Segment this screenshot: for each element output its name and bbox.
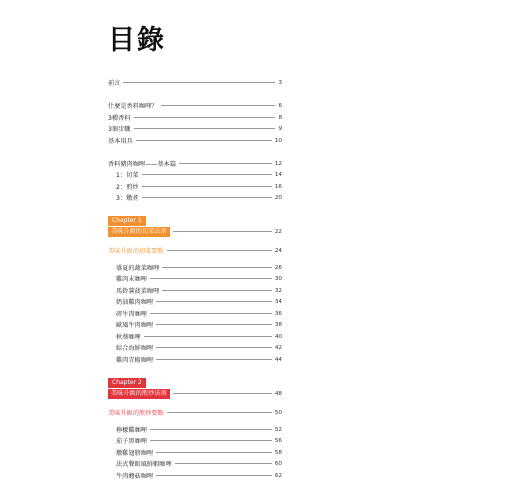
toc-entry-label: 歐風牛肉咖哩 [116,322,154,329]
toc-entry-page: 24 [274,247,282,254]
leader-line [123,82,275,83]
toc-entry-label: 2：煎炒 [116,184,139,191]
leader-line [150,278,272,279]
toc-entry[interactable] [116,459,282,468]
toc-entry-label: 1：切菜 [116,172,139,179]
leader-line [167,250,272,251]
toc-entry[interactable] [108,78,282,87]
toc-entry-page: 30 [274,275,282,282]
toc-entry-label: 秋葵咖哩 [116,334,141,341]
toc-entry-page: 34 [274,298,282,305]
leader-line [134,128,276,129]
toc-entry-page: 36 [274,310,282,317]
chapter-title: 美味升級的切菜法則 [108,227,170,237]
toc-entry-label: 3個步驟 [108,126,131,133]
toc-entry[interactable] [108,124,282,133]
toc-entry-label: 牛肉蘑菇咖哩 [116,473,154,480]
toc-entry-page: 48 [274,390,282,397]
toc-entry[interactable] [116,425,282,434]
toc-entry-label: 碎牛肉咖哩 [116,311,147,318]
toc-entry[interactable] [108,101,282,110]
toc-entry-page: 14 [274,171,282,178]
leader-line [142,197,272,198]
toc-entry[interactable] [108,113,282,122]
toc-entry-label: 馬鈴薯菠菜咖哩 [116,288,160,295]
toc-entry[interactable] [116,286,282,295]
toc-entry[interactable] [116,436,282,445]
leader-line [156,324,272,325]
toc-entry-label: 奶油雞肉咖哩 [116,299,154,306]
toc-entry-page: 20 [274,194,282,201]
toc-entry-page: 60 [274,460,282,467]
toc-entry-page: 3 [278,79,282,86]
leader-line [142,186,272,187]
toc-entry-page: 9 [278,125,282,132]
toc-entry-label: 盛夏的蔬菜咖哩 [116,265,160,272]
page-title: 目錄 [108,25,166,56]
toc-entry-label: 香料豬肉咖哩——基本篇 [108,161,177,168]
toc-entry-label: 雞肉末咖哩 [116,276,147,283]
toc-entry-page: 26 [274,264,282,271]
chapter-title-entry[interactable] [108,227,282,236]
chapter-tag: Chapter 1 [108,216,146,226]
toc-entry-page: 62 [274,472,282,479]
toc-entry[interactable] [116,263,282,272]
leader-line [150,429,272,430]
toc-entry[interactable] [116,193,282,202]
toc-entry[interactable] [108,159,282,168]
toc-entry[interactable] [108,136,282,145]
chapter-tag: Chapter 2 [108,378,146,388]
chapter-subhead: 美味升級的切菜要點 [108,248,164,255]
toc-entry-label: 前言 [108,80,121,87]
toc-entry-label: 3：燉煮 [116,195,139,202]
toc-entry-label: 雞肉青椒咖哩 [116,357,154,364]
leader-line [167,412,272,413]
leader-line [179,163,272,164]
toc-entry-page: 44 [274,356,282,363]
toc-entry[interactable] [116,320,282,329]
leader-line [173,231,272,232]
toc-entry[interactable] [116,355,282,364]
leader-line [175,463,272,464]
chapter-subhead-entry[interactable] [108,408,282,417]
leader-line [156,359,272,360]
toc-entry-label: 茄子黑咖哩 [116,438,147,445]
toc-entry-page: 58 [274,449,282,456]
toc-entry-page: 42 [274,344,282,351]
leader-line [150,440,272,441]
toc-entry-page: 38 [274,321,282,328]
leader-line [134,117,276,118]
leader-line [156,475,272,476]
leader-line [162,290,272,291]
leader-line [156,452,272,453]
toc-entry-page: 16 [274,183,282,190]
toc-entry[interactable] [116,448,282,457]
toc-entry[interactable] [116,170,282,179]
leader-line [162,267,272,268]
leader-line [161,105,276,106]
toc-entry-label: 燉雞翅膀咖哩 [116,450,154,457]
leader-line [150,313,272,314]
leader-line [173,393,272,394]
toc-entry-label: 檸檬雞咖哩 [116,427,147,434]
leader-line [144,336,272,337]
toc-entry[interactable] [116,297,282,306]
toc-entry-page: 10 [274,137,282,144]
toc-entry[interactable] [116,274,282,283]
toc-entry[interactable] [116,471,282,480]
chapter-subhead: 美味升級的煎炒要點 [108,410,164,417]
toc-entry-page: 50 [274,409,282,416]
toc-entry[interactable] [116,343,282,352]
toc-entry-page: 12 [274,160,282,167]
leader-line [142,174,272,175]
toc-entry-page: 8 [278,114,282,121]
leader-line [156,301,272,302]
toc-entry-label: 綜合海鮮咖哩 [116,345,154,352]
toc-entry-label: 法式餐館風鮮蝦咖哩 [116,461,172,468]
chapter-title-entry[interactable] [108,389,282,398]
toc-entry-page: 22 [274,228,282,235]
leader-line [156,347,272,348]
toc-entry-page: 40 [274,333,282,340]
leader-line [136,140,272,141]
toc-entry-page: 56 [274,437,282,444]
chapter-subhead-entry[interactable] [108,246,282,255]
toc-entry-label: 什麼是香料咖哩？ [108,103,158,110]
toc-entry[interactable] [116,332,282,341]
toc-entry-label: 基本用具 [108,138,133,145]
toc-entry[interactable] [116,182,282,191]
toc-entry-page: 52 [274,426,282,433]
toc-entry-page: 6 [278,102,282,109]
toc-entry-label: 3種香料 [108,115,131,122]
toc-entry-page: 32 [274,287,282,294]
chapter-title: 美味升級的煎炒法則 [108,389,170,399]
toc-entry[interactable] [116,309,282,318]
